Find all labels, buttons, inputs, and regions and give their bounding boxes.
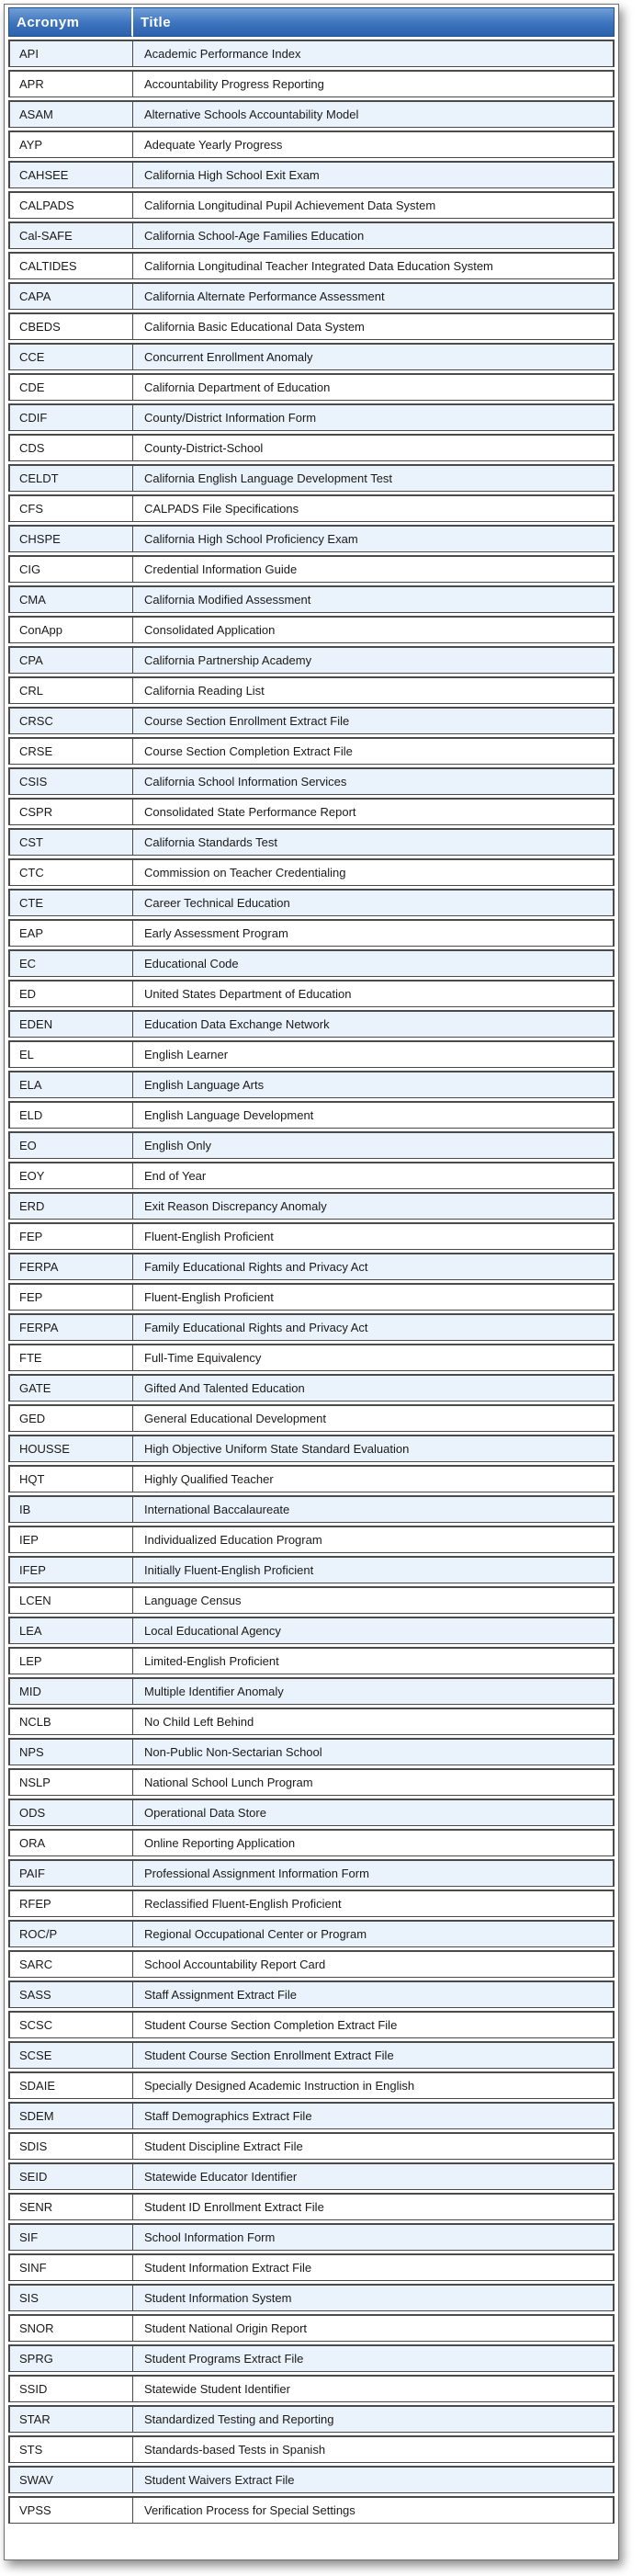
acronym-glossary xyxy=(4,4,619,2560)
table-row xyxy=(8,191,615,219)
acronym-cell: SCSE xyxy=(8,2041,133,2069)
table-row xyxy=(8,1677,615,1705)
table-row xyxy=(8,1071,615,1098)
title-cell: Adequate Yearly Progress xyxy=(133,131,615,158)
table-row xyxy=(8,676,615,704)
title-cell: California School-Age Families Education xyxy=(133,221,615,249)
acronym-cell: EOY xyxy=(8,1162,133,1189)
title-cell: County/District Information Form xyxy=(133,403,615,431)
title-cell: California Longitudinal Teacher Integrated Data Education System xyxy=(133,252,615,279)
table-row xyxy=(8,2284,615,2311)
table-row xyxy=(8,798,615,825)
acronym-cell: CST xyxy=(8,828,133,856)
table-row xyxy=(8,858,615,886)
title-cell: Reclassified Fluent-English Proficient xyxy=(133,1889,615,1917)
acronym-cell: EAP xyxy=(8,919,133,947)
title-cell: California Standards Test xyxy=(133,828,615,856)
title-cell: Staff Assignment Extract File xyxy=(133,1980,615,2008)
title-cell: California Reading List xyxy=(133,676,615,704)
acronym-cell: NSLP xyxy=(8,1768,133,1796)
title-cell: Career Technical Education xyxy=(133,889,615,916)
table-row xyxy=(8,1253,615,1280)
title-cell: Accountability Progress Reporting xyxy=(133,70,615,97)
title-cell: Gifted And Talented Education xyxy=(133,1374,615,1401)
title-cell: Fluent-English Proficient xyxy=(133,1283,615,1311)
title-cell: Academic Performance Index xyxy=(133,40,615,67)
table-row xyxy=(8,1040,615,1068)
title-cell: Operational Data Store xyxy=(133,1799,615,1826)
acronym-cell: CELDT xyxy=(8,464,133,492)
table-row xyxy=(8,1283,615,1311)
acronym-cell: CCE xyxy=(8,343,133,370)
acronym-cell: ConApp xyxy=(8,616,133,643)
acronym-cell: SEID xyxy=(8,2162,133,2190)
table-row xyxy=(8,1344,615,1371)
acronym-cell: SDAIE xyxy=(8,2071,133,2099)
acronym-table xyxy=(8,5,615,2526)
table-row xyxy=(8,161,615,188)
acronym-cell: Cal-SAFE xyxy=(8,221,133,249)
title-cell: International Baccalaureate xyxy=(133,1495,615,1523)
table-row xyxy=(8,1495,615,1523)
acronym-cell: CDIF xyxy=(8,403,133,431)
acronym-cell: FEP xyxy=(8,1283,133,1311)
title-cell: Educational Code xyxy=(133,949,615,977)
table-row xyxy=(8,2071,615,2099)
table-row xyxy=(8,1313,615,1341)
title-cell: Fluent-English Proficient xyxy=(133,1222,615,1250)
table-row xyxy=(8,403,615,431)
acronym-cell: CRSE xyxy=(8,737,133,765)
acronym-cell: CHSPE xyxy=(8,525,133,552)
title-cell: Standards-based Tests in Spanish xyxy=(133,2435,615,2463)
title-cell: School Accountability Report Card xyxy=(133,1950,615,1978)
acronym-cell: API xyxy=(8,40,133,67)
acronym-cell: CSPR xyxy=(8,798,133,825)
acronym-cell: LEP xyxy=(8,1647,133,1674)
acronym-cell: CALTIDES xyxy=(8,252,133,279)
acronym-cell: EL xyxy=(8,1040,133,1068)
table-row xyxy=(8,1647,615,1674)
title-cell: English Language Arts xyxy=(133,1071,615,1098)
acronym-cell: CSIS xyxy=(8,767,133,795)
title-cell: National School Lunch Program xyxy=(133,1768,615,1796)
table-row xyxy=(8,2405,615,2433)
table-row xyxy=(8,373,615,401)
title-cell: Course Section Enrollment Extract File xyxy=(133,707,615,734)
title-cell: Exit Reason Discrepancy Anomaly xyxy=(133,1192,615,1220)
title-cell: Online Reporting Application xyxy=(133,1829,615,1856)
title-cell: Education Data Exchange Network xyxy=(133,1010,615,1038)
acronym-cell: CRSC xyxy=(8,707,133,734)
title-cell: School Information Form xyxy=(133,2223,615,2251)
title-cell: Student Course Section Enrollment Extract File xyxy=(133,2041,615,2069)
acronym-cell: VPSS xyxy=(8,2496,133,2524)
acronym-cell: CIG xyxy=(8,555,133,583)
acronym-cell: SNOR xyxy=(8,2314,133,2342)
title-cell: Student ID Enrollment Extract File xyxy=(133,2193,615,2220)
acronym-cell: CTC xyxy=(8,858,133,886)
acronym-cell: NPS xyxy=(8,1738,133,1765)
table-row xyxy=(8,2132,615,2160)
title-cell: Concurrent Enrollment Anomaly xyxy=(133,343,615,370)
acronym-cell: SASS xyxy=(8,1980,133,2008)
title-cell: Student National Origin Report xyxy=(133,2314,615,2342)
title-cell: Full-Time Equivalency xyxy=(133,1344,615,1371)
table-row xyxy=(8,1799,615,1826)
title-cell: Staff Demographics Extract File xyxy=(133,2102,615,2129)
title-cell: Language Census xyxy=(133,1586,615,1614)
table-row xyxy=(8,980,615,1007)
acronym-cell: IEP xyxy=(8,1526,133,1553)
acronym-cell: ROC/P xyxy=(8,1920,133,1947)
acronym-cell: PAIF xyxy=(8,1859,133,1887)
table-row xyxy=(8,1586,615,1614)
table-row xyxy=(8,1829,615,1856)
column-header-acronym: Acronym xyxy=(8,7,133,37)
acronym-cell: ASAM xyxy=(8,100,133,128)
table-row xyxy=(8,282,615,310)
acronym-cell: HOUSSE xyxy=(8,1435,133,1462)
acronym-cell: ORA xyxy=(8,1829,133,1856)
acronym-cell: GED xyxy=(8,1404,133,1432)
title-cell: Local Educational Agency xyxy=(133,1617,615,1644)
title-cell: English Only xyxy=(133,1131,615,1159)
title-cell: Consolidated State Performance Report xyxy=(133,798,615,825)
table-row xyxy=(8,40,615,67)
acronym-cell: SDIS xyxy=(8,2132,133,2160)
title-cell: High Objective Uniform State Standard Evaluation xyxy=(133,1435,615,1462)
table-row xyxy=(8,2344,615,2372)
title-cell: English Learner xyxy=(133,1040,615,1068)
table-row xyxy=(8,1374,615,1401)
table-row xyxy=(8,555,615,583)
title-cell: California Partnership Academy xyxy=(133,646,615,674)
acronym-cell: CPA xyxy=(8,646,133,674)
title-cell: General Educational Development xyxy=(133,1404,615,1432)
title-cell: Specially Designed Academic Instruction in English xyxy=(133,2071,615,2099)
table-row xyxy=(8,525,615,552)
title-cell: California High School Exit Exam xyxy=(133,161,615,188)
table-row xyxy=(8,100,615,128)
table-row xyxy=(8,252,615,279)
title-cell: Student Information System xyxy=(133,2284,615,2311)
table-row xyxy=(8,2435,615,2463)
title-cell: Consolidated Application xyxy=(133,616,615,643)
title-cell: Student Course Section Completion Extract File xyxy=(133,2011,615,2038)
table-row xyxy=(8,828,615,856)
acronym-cell: ODS xyxy=(8,1799,133,1826)
title-cell: California Longitudinal Pupil Achievement Data System xyxy=(133,191,615,219)
title-cell: California Modified Assessment xyxy=(133,585,615,613)
table-row xyxy=(8,1526,615,1553)
acronym-cell: CAPA xyxy=(8,282,133,310)
title-cell: Non-Public Non-Sectarian School xyxy=(133,1738,615,1765)
table-row xyxy=(8,1980,615,2008)
table-row xyxy=(8,2375,615,2402)
acronym-cell: CDE xyxy=(8,373,133,401)
table-row xyxy=(8,1010,615,1038)
title-cell: California Alternate Performance Assessment xyxy=(133,282,615,310)
title-cell: Individualized Education Program xyxy=(133,1526,615,1553)
table-row xyxy=(8,949,615,977)
title-cell: Standardized Testing and Reporting xyxy=(133,2405,615,2433)
title-cell: Student Programs Extract File xyxy=(133,2344,615,2372)
acronym-cell: IB xyxy=(8,1495,133,1523)
table-row xyxy=(8,707,615,734)
table-row xyxy=(8,221,615,249)
table-row xyxy=(8,1465,615,1492)
title-cell: Professional Assignment Information Form xyxy=(133,1859,615,1887)
table-row xyxy=(8,1556,615,1583)
table-row xyxy=(8,585,615,613)
table-row xyxy=(8,2102,615,2129)
table-row xyxy=(8,131,615,158)
table-row xyxy=(8,1708,615,1735)
acronym-cell: IFEP xyxy=(8,1556,133,1583)
acronym-cell: STS xyxy=(8,2435,133,2463)
acronym-cell: CMA xyxy=(8,585,133,613)
acronym-cell: NCLB xyxy=(8,1708,133,1735)
title-cell: Regional Occupational Center or Program xyxy=(133,1920,615,1947)
title-cell: Family Educational Rights and Privacy Act xyxy=(133,1313,615,1341)
acronym-cell: SCSC xyxy=(8,2011,133,2038)
acronym-cell: HQT xyxy=(8,1465,133,1492)
title-cell: Student Discipline Extract File xyxy=(133,2132,615,2160)
table-row xyxy=(8,2253,615,2281)
table-row xyxy=(8,2193,615,2220)
acronym-cell: SIF xyxy=(8,2223,133,2251)
table-row xyxy=(8,312,615,340)
acronym-cell: FTE xyxy=(8,1344,133,1371)
acronym-cell: EDEN xyxy=(8,1010,133,1038)
title-cell: California High School Proficiency Exam xyxy=(133,525,615,552)
acronym-cell: APR xyxy=(8,70,133,97)
acronym-cell: CALPADS xyxy=(8,191,133,219)
table-row xyxy=(8,2011,615,2038)
table-row xyxy=(8,737,615,765)
acronym-cell: LEA xyxy=(8,1617,133,1644)
acronym-cell: CTE xyxy=(8,889,133,916)
acronym-cell: SPRG xyxy=(8,2344,133,2372)
acronym-cell: FERPA xyxy=(8,1313,133,1341)
acronym-cell: ELA xyxy=(8,1071,133,1098)
title-cell: End of Year xyxy=(133,1162,615,1189)
table-row xyxy=(8,616,615,643)
table-row xyxy=(8,494,615,522)
table-row xyxy=(8,2496,615,2524)
table-row xyxy=(8,2162,615,2190)
title-cell: Initially Fluent-English Proficient xyxy=(133,1556,615,1583)
title-cell: Student Information Extract File xyxy=(133,2253,615,2281)
acronym-cell: ELD xyxy=(8,1101,133,1129)
acronym-cell: RFEP xyxy=(8,1889,133,1917)
table-row xyxy=(8,70,615,97)
title-cell: Family Educational Rights and Privacy Act xyxy=(133,1253,615,1280)
acronym-cell: FEP xyxy=(8,1222,133,1250)
title-cell: Statewide Educator Identifier xyxy=(133,2162,615,2190)
column-header-title: Title xyxy=(133,7,615,37)
title-cell: No Child Left Behind xyxy=(133,1708,615,1735)
title-cell: California Department of Education xyxy=(133,373,615,401)
title-cell: Multiple Identifier Anomaly xyxy=(133,1677,615,1705)
table-row xyxy=(8,1738,615,1765)
acronym-cell: STAR xyxy=(8,2405,133,2433)
acronym-cell: ERD xyxy=(8,1192,133,1220)
title-cell: Early Assessment Program xyxy=(133,919,615,947)
acronym-cell: SARC xyxy=(8,1950,133,1978)
table-row xyxy=(8,2466,615,2493)
acronym-cell: CDS xyxy=(8,434,133,461)
title-cell: Statewide Student Identifier xyxy=(133,2375,615,2402)
title-cell: California School Information Services xyxy=(133,767,615,795)
table-row xyxy=(8,767,615,795)
title-cell: Credential Information Guide xyxy=(133,555,615,583)
acronym-cell: SINF xyxy=(8,2253,133,2281)
acronym-cell: GATE xyxy=(8,1374,133,1401)
acronym-cell: FERPA xyxy=(8,1253,133,1280)
acronym-cell: ED xyxy=(8,980,133,1007)
title-cell: Student Waivers Extract File xyxy=(133,2466,615,2493)
acronym-cell: SENR xyxy=(8,2193,133,2220)
table-row xyxy=(8,1222,615,1250)
title-cell: Verification Process for Special Settings xyxy=(133,2496,615,2524)
acronym-cell: EO xyxy=(8,1131,133,1159)
table-row xyxy=(8,1889,615,1917)
table-row xyxy=(8,1131,615,1159)
title-cell: Commission on Teacher Credentialing xyxy=(133,858,615,886)
acronym-cell: MID xyxy=(8,1677,133,1705)
table-row xyxy=(8,1950,615,1978)
table-row xyxy=(8,343,615,370)
table-row xyxy=(8,1162,615,1189)
table-row xyxy=(8,1101,615,1129)
table-row xyxy=(8,1920,615,1947)
acronym-cell: SIS xyxy=(8,2284,133,2311)
title-cell: Alternative Schools Accountability Model xyxy=(133,100,615,128)
acronym-cell: CFS xyxy=(8,494,133,522)
table-row xyxy=(8,1768,615,1796)
table-row xyxy=(8,1404,615,1432)
acronym-cell: LCEN xyxy=(8,1586,133,1614)
acronym-cell: CAHSEE xyxy=(8,161,133,188)
table-row xyxy=(8,2041,615,2069)
table-row xyxy=(8,1859,615,1887)
title-cell: Limited-English Proficient xyxy=(133,1647,615,1674)
table-row xyxy=(8,2314,615,2342)
table-row xyxy=(8,1617,615,1644)
table-body xyxy=(8,40,615,2524)
title-cell: Course Section Completion Extract File xyxy=(133,737,615,765)
title-cell: United States Department of Education xyxy=(133,980,615,1007)
title-cell: County-District-School xyxy=(133,434,615,461)
table-row xyxy=(8,889,615,916)
table-row xyxy=(8,2223,615,2251)
title-cell: California English Language Development Test xyxy=(133,464,615,492)
title-cell: Highly Qualified Teacher xyxy=(133,1465,615,1492)
table-row xyxy=(8,1435,615,1462)
table-row xyxy=(8,1192,615,1220)
acronym-cell: SSID xyxy=(8,2375,133,2402)
table-row xyxy=(8,646,615,674)
title-cell: California Basic Educational Data System xyxy=(133,312,615,340)
acronym-cell: CBEDS xyxy=(8,312,133,340)
acronym-cell: SDEM xyxy=(8,2102,133,2129)
acronym-cell: AYP xyxy=(8,131,133,158)
acronym-cell: CRL xyxy=(8,676,133,704)
title-cell: CALPADS File Specifications xyxy=(133,494,615,522)
table-row xyxy=(8,434,615,461)
table-row xyxy=(8,464,615,492)
table-row xyxy=(8,919,615,947)
title-cell: English Language Development xyxy=(133,1101,615,1129)
table-header-row xyxy=(8,7,615,37)
acronym-cell: EC xyxy=(8,949,133,977)
acronym-cell: SWAV xyxy=(8,2466,133,2493)
